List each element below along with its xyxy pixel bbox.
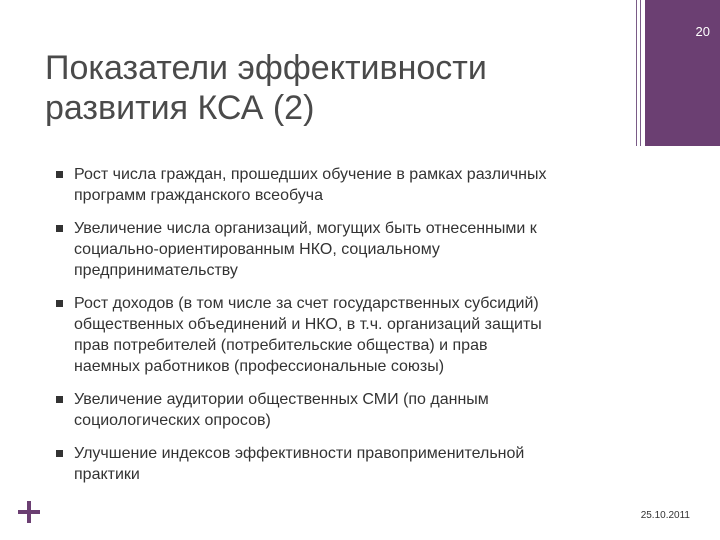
bullet-item: [52, 293, 652, 377]
vertical-line: [640, 0, 641, 146]
plus-icon: [18, 501, 40, 523]
slide-title: [45, 48, 605, 128]
square-bullet-icon: [56, 300, 63, 307]
plus-vertical-bar: [27, 501, 31, 523]
title-line: Показатели эффективности: [45, 49, 487, 87]
decorative-vertical-lines: [636, 0, 642, 146]
slide-date: 25.10.2011: [640, 510, 690, 521]
bullet-line: предпринимательству: [74, 262, 238, 279]
slide-number-box: [645, 0, 720, 146]
bullet-item: [52, 164, 652, 206]
bullet-line: прав потребителей (потребительские общества) и прав: [74, 337, 488, 354]
bullet-line: социально-ориентированным НКО, социальному: [74, 241, 440, 258]
bullet-item: [52, 389, 652, 431]
bullet-line: Рост доходов (в том числе за счет государственных субсидий): [74, 295, 539, 312]
slide-number: 20: [695, 24, 710, 39]
square-bullet-icon: [56, 450, 63, 457]
bullet-line: общественных объединений и НКО, в т.ч. организаций защиты: [74, 316, 542, 333]
bullet-line: практики: [74, 466, 140, 483]
bullet-list: [52, 164, 652, 497]
bullet-item: [52, 443, 652, 485]
bullet-line: программ гражданского всеобуча: [74, 187, 324, 204]
bullet-line: наемных работников (профессиональные союзы): [74, 358, 445, 375]
bullet-line: Улучшение индексов эффективности правоприменительной: [74, 445, 525, 462]
bullet-line: Увеличение аудитории общественных СМИ (по данным: [74, 391, 489, 408]
bullet-line: Увеличение числа организаций, могущих быть отнесенными к: [74, 220, 537, 237]
title-line: развития КСА (2): [45, 89, 315, 127]
square-bullet-icon: [56, 171, 63, 178]
square-bullet-icon: [56, 225, 63, 232]
square-bullet-icon: [56, 396, 63, 403]
vertical-line: [636, 0, 637, 146]
bullet-item: [52, 218, 652, 281]
bullet-line: социологических опросов): [74, 412, 271, 429]
bullet-line: Рост числа граждан, прошедших обучение в рамках различных: [74, 166, 547, 183]
